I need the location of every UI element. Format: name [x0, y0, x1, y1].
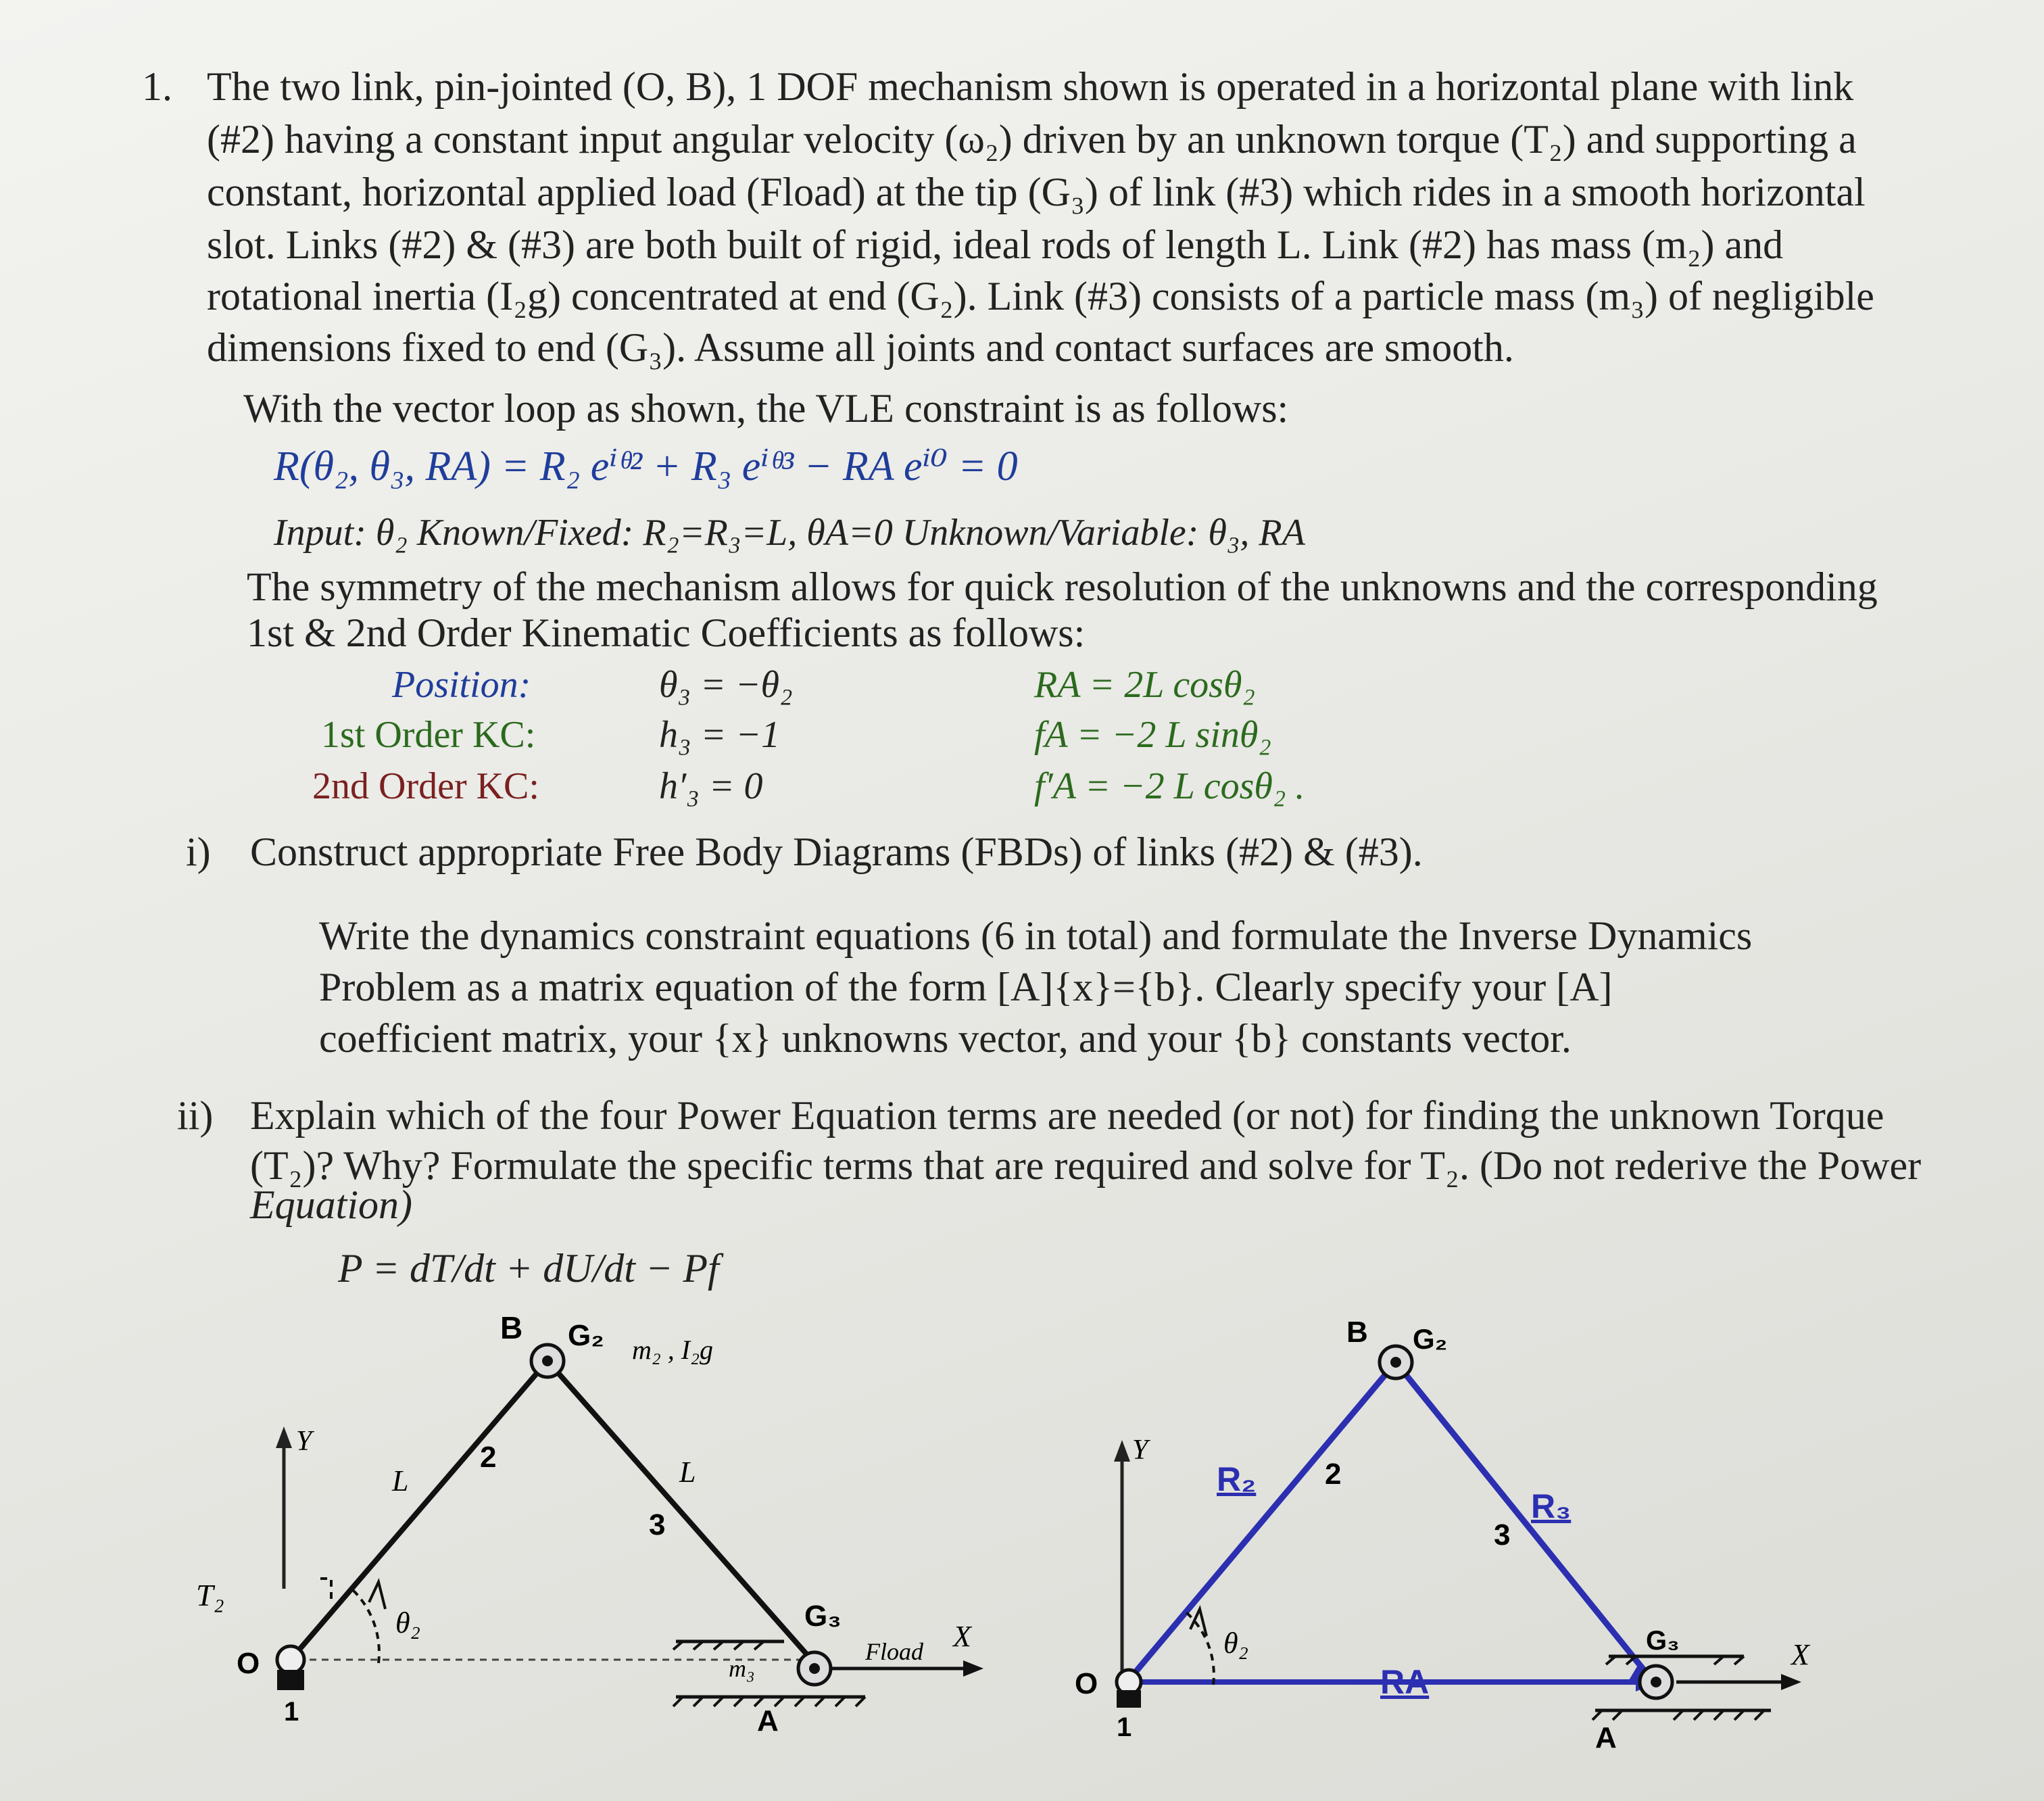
problem-line-6: dimensions fixed to end (G₃). Assume all joints and contact surfaces are smooth. [207, 325, 1514, 370]
symmetry-line-2: 1st & 2nd Order Kinematic Coefficients as follows: [247, 610, 1086, 655]
m3-label-left: m₃ [729, 1655, 755, 1682]
problem-line-2: (#2) having a constant input angular velocity (ω₂) driven by an unknown torque (T₂) and supporting a [207, 117, 1857, 162]
problem-line-3: constant, horizontal applied load (Fload) at the tip (G₃) of link (#3) which rides in a smooth horizontal [207, 170, 1866, 214]
b-label-left: B [500, 1310, 523, 1345]
r2-label: R₂ [1217, 1460, 1257, 1498]
problem-number: 1. [142, 64, 172, 109]
power-equation: P = dT/dt + dU/dt − Pf [338, 1246, 719, 1291]
a-label-left: A [757, 1704, 779, 1737]
link3-label-left: 3 [649, 1508, 666, 1541]
part-i-sub-line-2: Problem as a matrix equation of the form [A]{x}={b}. Clearly specify your [A] [319, 965, 1613, 1009]
y-axis-arrow-left [276, 1426, 292, 1448]
ground-o-left [277, 1670, 304, 1690]
part-i-marker: i) [186, 830, 211, 874]
ground-label-left: 1 [284, 1697, 299, 1727]
kc-position-theta: θ₃ = −θ₂ [659, 664, 793, 706]
link-3-left [548, 1361, 814, 1663]
mass-label-left: m₂ , I₂g [632, 1335, 714, 1365]
kc-position-label: Position: [392, 664, 531, 706]
part-i-line: Construct appropriate Free Body Diagrams (FBDs) of links (#2) & (#3). [250, 830, 1423, 874]
kc-first-order-h3: h₃ = −1 [659, 714, 781, 756]
vector-r2 [1129, 1362, 1396, 1680]
part-i-sub-line-3: coefficient matrix, your {x} unknowns vector, and your {b} constants vector. [319, 1016, 1572, 1061]
g3-label-left: G₃ [804, 1600, 842, 1633]
ra-label: RA [1380, 1663, 1430, 1701]
mechanism-diagram-left [182, 1305, 1021, 1778]
link3-label-right: 3 [1494, 1518, 1511, 1552]
problem-line-1: The two link, pin-jointed (O, B), 1 DOF mechanism shown is operated in a horizontal plane with link [207, 64, 1854, 109]
ground-label-right: 1 [1117, 1712, 1132, 1742]
o-label-right: O [1075, 1667, 1098, 1700]
kc-first-order-label: 1st Order KC: [321, 714, 536, 756]
t2-label: T₂ [196, 1578, 224, 1612]
theta2-arc-right [1186, 1612, 1214, 1685]
b-label-right: B [1346, 1316, 1368, 1349]
part-ii-line-1: Explain which of the four Power Equation terms are needed (or not) for finding the unknown Torque [250, 1093, 1884, 1138]
theta2-label-left: θ₂ [395, 1606, 420, 1639]
theta2-label-right: θ₂ [1223, 1627, 1248, 1660]
pin-b-center-left [542, 1355, 553, 1366]
a-label-right: A [1595, 1721, 1617, 1754]
theta2-arc-left [351, 1589, 379, 1663]
o-label-left: O [237, 1647, 260, 1680]
symmetry-line-1: The symmetry of the mechanism allows for quick resolution of the unknowns and the corresponding [247, 565, 1878, 609]
kc-second-order-label: 2nd Order KC: [312, 765, 539, 807]
x-label-left: X [953, 1620, 971, 1653]
vector-r3 [1396, 1362, 1649, 1677]
g3-label-right: G₃ [1646, 1626, 1680, 1656]
problem-line-4: slot. Links (#2) & (#3) are both built of rigid, ideal rods of length L. Link (#2) has mass (m₂) and [207, 222, 1784, 267]
kc-position-ra: RA = 2L cosθ₂ [1034, 664, 1255, 706]
x-label-right: X [1791, 1638, 1809, 1671]
link2-label-left: 2 [480, 1441, 497, 1474]
g2-label-left: G₂ [568, 1319, 604, 1352]
t2-arrow-left [318, 1579, 331, 1599]
slider-g3-center-left [809, 1663, 820, 1674]
pin-o-left [277, 1646, 304, 1673]
g2-label-right: G₂ [1413, 1323, 1448, 1355]
vle-equation: R(θ₂, θ₃, RA) = R₂ eⁱᶿ² + R₃ eⁱᶿ³ − RA eⁱ⁰ = 0 [274, 443, 1018, 489]
ground-o-right [1117, 1690, 1141, 1708]
r3-label: R₃ [1531, 1487, 1572, 1525]
part-i-sub-line-1: Write the dynamics constraint equations (6 in total) and formulate the Inverse Dynamics [319, 913, 1753, 958]
part-ii-line-2: (T₂)? Why? Formulate the specific terms that are required and solve for T₂. (Do not rederive the Power [250, 1143, 1922, 1188]
part-ii-line-3: Equation) [250, 1182, 412, 1227]
theta2-arrow-right [1190, 1609, 1207, 1636]
fload-arrow-head [963, 1660, 983, 1677]
fload-label: Fload [865, 1638, 923, 1665]
slider-g3-center-right [1651, 1677, 1661, 1687]
vle-intro: With the vector loop as shown, the VLE constraint is as follows: [243, 386, 1289, 431]
x-axis-arrow-right [1781, 1674, 1801, 1690]
theta2-arrow-left [369, 1582, 385, 1609]
l-right-label: L [679, 1456, 696, 1489]
y-label-right: Y [1132, 1435, 1148, 1466]
mechanism-diagram-right [1054, 1312, 1839, 1785]
link2-label-right: 2 [1325, 1458, 1342, 1491]
knowns-line: Input: θ₂ Known/Fixed: R₂=R₃=L, θA=0 Unknown/Variable: θ₃, RA [274, 512, 1305, 554]
pin-b-center-right [1390, 1357, 1401, 1368]
l-left-label: L [392, 1464, 409, 1497]
y-axis-arrow-right [1114, 1440, 1130, 1462]
problem-line-5: rotational inertia (I₂g) concentrated at end (G₂). Link (#3) consists of a particle mass (m₃) of negligible [207, 274, 1874, 318]
y-label-left: Y [296, 1426, 312, 1457]
part-ii-marker: ii) [177, 1093, 214, 1138]
kc-second-order-fa: f′A = −2 L cosθ₂ . [1034, 765, 1305, 807]
kc-second-order-h3: h′₃ = 0 [659, 765, 763, 807]
kc-first-order-fa: fA = −2 L sinθ₂ [1034, 714, 1271, 756]
